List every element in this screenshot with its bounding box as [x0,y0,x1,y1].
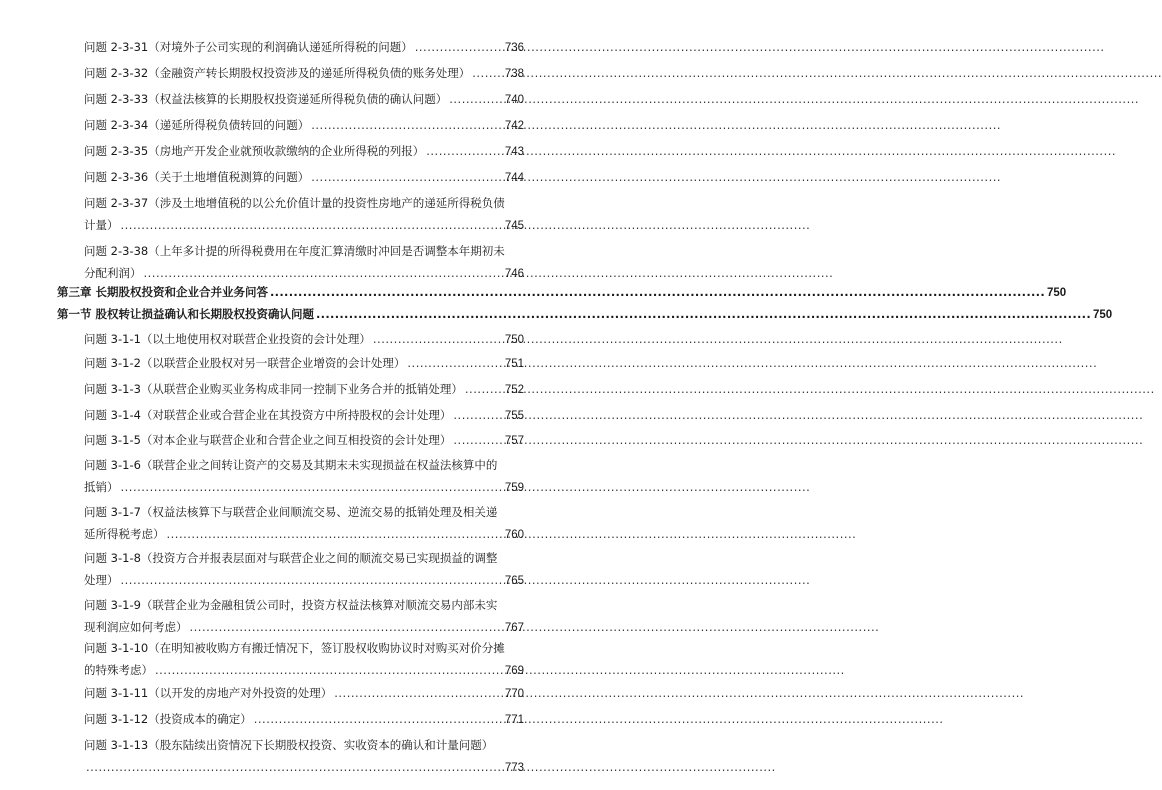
entry-title: （从联营企业购买业务构成非同一控制下业务合并的抵销处理） [140,382,463,396]
page-number: 767 [504,622,524,634]
leader-dots [316,303,1091,325]
entry-title-line2: 分配利润） [84,266,142,280]
leader-dots [453,404,502,426]
leader-dots [311,114,503,136]
entry-title-line2: 的特殊考虑） [84,663,153,677]
page-number: 738 [504,68,524,80]
page-number: 759 [504,482,524,494]
page-number: 740 [504,94,524,106]
entry-title-line2: 处理） [84,573,119,587]
entry-title: （对境外子公司实现的利润确认递延所得税的问题） [148,40,413,54]
entry-title-line2: 抵销） [84,480,119,494]
entry-title-line1: （涉及土地增值税的以公允价值计量的投资性房地产的递延所得税负债 [148,196,505,210]
toc-entry[interactable] [84,328,524,351]
page-number: 744 [504,172,524,184]
entry-number: 问题 3-1-8 [84,551,141,565]
page-number: 742 [504,120,524,132]
toc-entry[interactable] [84,708,524,731]
toc-entry[interactable] [84,404,524,427]
entry-title: （以开发的房地产对外投资的处理） [148,686,333,700]
page-number: 743 [504,146,524,158]
page-number: 751 [504,358,524,370]
entry-title-line1: （权益法核算下与联营企业间顺流交易、逆流交易的抵销处理及相关递 [140,505,498,519]
entry-number: 问题 3-1-3 [84,382,141,396]
entry-title: （递延所得税负债转回的问题） [148,118,310,132]
entry-title-line2: 现利润应如何考虑） [84,620,188,634]
leader-dots [373,328,503,350]
entry-number: 问题 3-1-11 [84,686,149,700]
entry-number: 问题 2-3-38 [84,244,149,258]
entry-number: 问题 2-3-34 [84,118,149,132]
entry-number: 问题 2-3-33 [84,92,149,106]
leader-dots [449,88,503,110]
page-number: 755 [504,410,524,422]
leader-dots [121,569,503,591]
entry-title-line1: （投资方合并报表层面对与联营企业之间的顺流交易已实现损益的调整 [140,551,498,565]
page-number: 773 [504,762,524,774]
entry-number: 问题 3-1-10 [84,641,149,655]
toc-entry[interactable] [84,114,524,137]
toc-entry[interactable] [84,547,524,592]
entry-title-line2: 延所得税考虑） [84,527,165,541]
entry-title: （以土地使用权对联营企业投资的会计处理） [140,332,371,346]
entry-title-line1: （联营企业为金融租赁公司时，投资方权益法核算对顺流交易内部未实 [140,598,498,612]
leader-dots [86,756,503,778]
leader-dots [415,36,503,58]
toc-entry[interactable] [84,240,524,285]
entry-number: 问题 3-1-13 [84,738,149,752]
entry-title: （投资成本的确定） [148,712,252,726]
leader-dots [426,140,503,162]
page-number: 769 [504,665,524,677]
entry-title: （对联营企业或合营企业在其投资方中所持股权的会计处理） [140,408,452,422]
leader-dots [465,378,503,400]
page-number: 746 [504,268,524,280]
toc-entry[interactable] [84,140,524,163]
toc-entry[interactable] [84,429,524,452]
entry-number: 问题 3-1-2 [84,356,141,370]
page-number: 745 [504,220,524,232]
entry-title-line1: （在明知被收购方有搬迁情况下，签订股权收购协议时对购买对价分摊 [148,641,505,655]
entry-number: 问题 3-1-12 [84,712,149,726]
leader-dots [334,682,503,704]
entry-number: 问题 2-3-32 [84,66,149,80]
toc-entry[interactable] [84,501,524,546]
entry-title: （关于土地增值税测算的问题） [148,170,310,184]
section-title: 第一节 股权转让损益确认和长期股权投资确认问题 [57,307,315,321]
toc-entry[interactable] [84,62,524,85]
page-number: 736 [504,42,524,54]
toc-entry[interactable] [84,682,524,705]
section-heading[interactable] [57,303,1113,326]
toc-entry[interactable] [84,88,524,111]
page-number: 771 [504,714,524,726]
chapter-heading[interactable] [57,281,1067,304]
leader-dots [155,659,503,681]
entry-number: 问题 2-3-37 [84,196,149,210]
page-number: 765 [504,575,524,587]
page-number: 750 [504,334,524,346]
leader-dots [254,708,503,730]
page-number: 750 [1047,287,1067,299]
leader-dots [190,616,503,638]
toc-entry[interactable] [84,454,524,499]
leader-dots [453,429,502,451]
entry-number: 问题 2-3-36 [84,170,149,184]
toc-entry[interactable] [84,594,524,639]
leader-dots [270,281,1045,303]
entry-title-line2: 计量） [84,218,119,232]
entry-title: （以联营企业股权对另一联营企业增资的会计处理） [140,356,406,370]
entry-number: 问题 2-3-35 [84,144,149,158]
leader-dots [472,62,503,84]
toc-entry[interactable] [84,166,524,189]
toc-entry[interactable] [84,192,524,237]
entry-number: 问题 3-1-4 [84,408,141,422]
entry-title-line1: （股东陆续出资情况下长期股权投资、实收资本的确认和计量问题） [148,738,494,752]
toc-entry[interactable] [84,637,524,682]
page-number: 750 [1093,309,1113,321]
entry-number: 问题 3-1-1 [84,332,141,346]
page-number: 752 [504,384,524,396]
entry-number: 问题 3-1-5 [84,433,141,447]
entry-title: （权益法核算的长期股权投资递延所得税负债的确认问题） [148,92,448,106]
toc-entry[interactable] [84,352,524,375]
entry-title: （房地产开发企业就预收款缴纳的企业所得税的列报） [148,144,425,158]
leader-dots [167,523,503,545]
entry-number: 问题 2-3-31 [84,40,149,54]
toc-entry[interactable] [84,36,524,59]
entry-number: 问题 3-1-9 [84,598,141,612]
entry-title: （对本企业与联营企业和合营企业之间互相投资的会计处理） [140,433,452,447]
entry-title-line1: （联营企业之间转让资产的交易及其期末未实现损益在权益法核算中的 [140,458,498,472]
entry-number: 问题 3-1-7 [84,505,141,519]
entry-number: 问题 3-1-6 [84,458,141,472]
toc-entry[interactable] [84,734,524,779]
page-number: 760 [504,529,524,541]
leader-dots [311,166,503,188]
leader-dots [121,214,503,236]
page-number: 770 [504,688,524,700]
chapter-title: 第三章 长期股权投资和企业合并业务问答 [57,285,269,299]
leader-dots [407,352,502,374]
toc-entry[interactable] [84,378,524,401]
entry-title-line1: （上年多计提的所得税费用在年度汇算清缴时冲回是否调整本年期初未 [148,244,505,258]
page-number: 757 [504,435,524,447]
entry-title: （金融资产转长期股权投资涉及的递延所得税负债的账务处理） [148,66,471,80]
leader-dots [121,476,503,498]
